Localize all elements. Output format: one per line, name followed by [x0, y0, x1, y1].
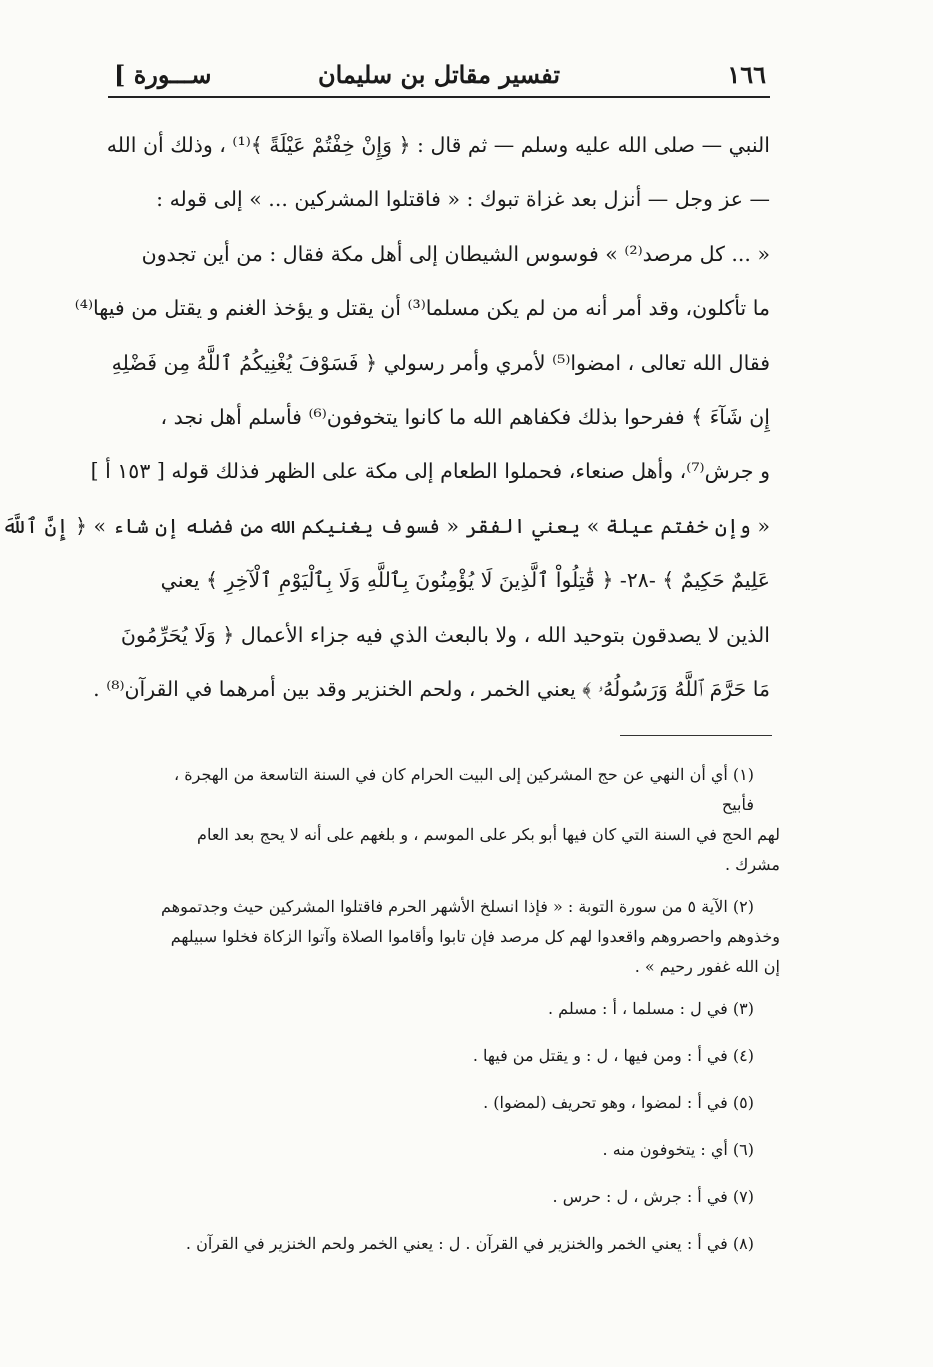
footnotes [150, 760, 780, 1276]
footnote-3: (٣) في ل : مسلما ، أ : مسلم . [548, 999, 754, 1018]
text-line: مَا حَرَّمَ ٱللَّهُ وَرَسُولُهُۥ ﴾ يعني الخمر ، ولحم الخنزير وقد بين أمرهما في القرآن⁽⁸⁾ . [93, 676, 770, 701]
footnote-line: إن الله غفور رحيم » . [634, 957, 780, 976]
surah-label: [ ســـورة [114, 60, 212, 89]
footnote-5: (٥) في أ : لمضوا ، وهو تحريف (لمضوا) . [483, 1093, 754, 1112]
footnote-2 [150, 892, 780, 982]
book-title: تفسير مقاتل بن سليمان [317, 60, 561, 89]
text-line: — عز وجل — أنزل بعد غزاة تبوك : « فاقتلوا المشركين ... » إلى قوله : [156, 187, 770, 212]
footnote-1 [150, 760, 780, 880]
text-line: « وإن خفتم عيلة » يعني الفقر « فسوف يغنيكم الله من فضله إن شاء » ﴿ إِنَّ ٱللَّهَ [1, 513, 770, 538]
text-line: الذين لا يصدقون بتوحيد الله ، ولا بالبعث الذي فيه جزاء الأعمال ﴿ وَلَا يُحَرِّمُونَ [120, 622, 770, 647]
footnote-line: (١) أي أن النهي عن حج المشركين إلى البيت الحرام كان في السنة التاسعة من الهجرة ، فأبيح [174, 765, 754, 814]
text-line: « ... كل مرصد⁽²⁾ » فوسوس الشيطان إلى أهل مكة فقال : من أين تجدون [141, 241, 770, 266]
footnote-line: وخذوهم واحصروهم واقعدوا لهم كل مرصد فإن تابوا وأقاموا الصلاة وآتوا الزكاة فخلوا سبيلهم [170, 927, 780, 946]
footnote-line: (٢) الآية ٥ من سورة التوبة : « فإذا انسلخ الأشهر الحرم فاقتلوا المشركين حيث وجدتموهم [161, 897, 754, 916]
footnote-7: (٧) في أ : جرش ، ل : حرس . [552, 1187, 754, 1206]
text-line: ما تأكلون، وقد أمر أنه من لم يكن مسلما⁽³⁾ أن يقتل و يؤخذ الغنم و يقتل من فيها⁽⁴⁾ [74, 296, 770, 321]
footnote-divider [620, 735, 772, 736]
footnote-8: (٨) في أ : يعني الخمر والخنزير في القرآن . ل : يعني الخمر ولحم الخنزير في القرآن . [185, 1234, 754, 1253]
page-number: ١٦٦ [727, 60, 766, 89]
text-line: النبي — صلى الله عليه وسلم — ثم قال : ﴿ وَإِنْ خِفْتُمْ عَيْلَةً ﴾⁽¹⁾ ، وذلك أن الله [106, 133, 770, 157]
page-header [108, 52, 770, 98]
text-line: فقال الله تعالى ، امضوا⁽⁵⁾ لأمري وأمر رسولي ﴿ فَسَوْفَ يُغْنِيكُمُ ٱللَّهُ مِن فَضْلِهِ [111, 350, 770, 375]
footnote-4: (٤) في أ : ومن فيها ، ل : و يقتل من فيها . [472, 1046, 754, 1065]
footnote-6: (٦) أي : يتخوفون منه . [602, 1140, 754, 1159]
main-text [1, 118, 770, 716]
text-line: و جرش⁽⁷⁾، وأهل صنعاء، فحملوا الطعام إلى مكة على الظهر فذلك قوله [ ١٥٣ أ ] [90, 459, 770, 484]
text-line: عَلِيمٌ حَكِيمٌ ﴾ -٢٨- ﴿ قَٰتِلُواْ ٱلَّذِينَ لَا يُؤْمِنُونَ بِٱللَّهِ وَلَا بِٱلْيَوْمِ ٱلْآخِرِ ﴾ يعني [160, 568, 770, 593]
text-line: إِن شَآءَ ﴾ ففرحوا بذلك فكفاهم الله ما كانوا يتخوفون⁽⁶⁾ فأسلم أهل نجد ، [160, 404, 770, 429]
footnote-line: لهم الحج في السنة التي كان فيها أبو بكر على الموسم ، و بلغهم على أنه لا يحج بعد العام مشرك . [197, 825, 780, 874]
